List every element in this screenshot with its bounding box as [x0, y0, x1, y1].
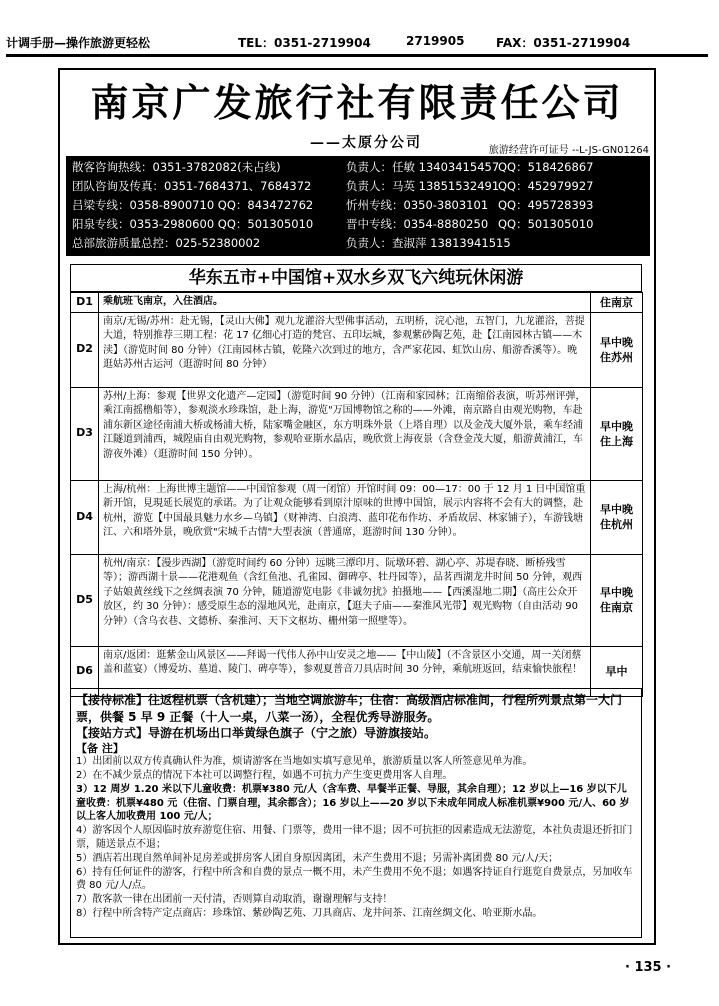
day-meals-stay: 早中晚 住苏州 — [591, 312, 643, 387]
contact-text: QQ：501305010 — [498, 217, 594, 231]
contact-text: 总部旅游质量总控：025-52380002 — [72, 236, 261, 250]
header-tel: TEL：0351-2719904 — [238, 36, 371, 50]
day-label: D5 — [71, 554, 99, 646]
pickup-method: 【接站方式】导游在机场出口举黄绿色旗子（宁之旅）导游旗接站。 — [76, 726, 437, 740]
header-divider — [6, 54, 708, 57]
contact-text: 阳泉专线：0353-2980600 QQ：501305010 — [72, 217, 314, 231]
contact-text: 吕梁专线：0358-8900710 QQ：843472762 — [72, 198, 314, 212]
note-item: 8）行程中所含特产定点商店：珍珠馆、紫砂陶艺苑、刀具商店、龙井问茶、江南丝绸文化、哈亚斯水晶。 — [76, 908, 543, 920]
tour-title: 华东五市+中国馆+双水乡双飞六纯玩休闲游 — [70, 264, 642, 292]
day-meals-stay: 早中晚 住上海 — [591, 387, 643, 480]
day-description: 南京/返团：逛紫金山风景区——拜谒一代伟人孙中山安灵之地——【中山陵】（不含景区小交通，周一关闭蔡盖和蓝宴）（博爱坊、墓道、陵门、碑亭等），参观夏普音刀具店时间 30 分钟，乘航班返回，结束愉快旅程！ — [99, 646, 591, 696]
day-meals-stay: 早中晚 住杭州 — [591, 480, 643, 554]
day-label: D2 — [71, 312, 99, 387]
contact-text: QQ：452979927 — [498, 179, 594, 193]
header-fax: FAX：0351-2719904 — [496, 36, 631, 50]
contact-text: 负责人：查淑萍 13813941515 — [346, 236, 511, 250]
day-meals-stay: 住南京 — [591, 293, 643, 313]
note-item: 5）酒店若出现自然单间补足房差或拼房客人团自身原因离团，未产生费用不退；另需补离团费 80 元/人/天； — [76, 852, 559, 864]
note-item: 4）游客因个人原因临时放弃游览住宿、用餐、门票等，费用一律不退；因不可抗拒的因素造成无法游览，本社负责退还折扣门票，随送景点不退； — [76, 825, 633, 851]
day-label: D4 — [71, 480, 99, 554]
note-item: 6）持有任何证件的游客，行程中所含和自费的景点一概不用，未产生费用不免不退；如遇客持证自行逛览自费景点，另加收车费 80 元/人/点。 — [76, 866, 633, 892]
day-description: 上海/杭州：上海世博主题馆——中国馆参观（周一闭馆）开馆时间 09：00—17：00 于 12 月 1 日中国馆重新开馆，見現延长展览的承诺。为了让观众能够看到原汁原味的世博中国馆，展示内容将不会有大的调整，赴杭州，游览【中国最具魅力水乡—乌镇】（财神湾、白浪湾、蓝印花布作坊、矛盾故居、林家铺子），车游钱塘江、六和塔外景，晚欣赏"宋城千古情"大型表演（普通席，逛游时间 130 分钟）。 — [99, 480, 591, 554]
day-description: 杭州/南京：【漫步西湖】（游览时间约 60 分钟）远眺三潭印月、阮墩环碧、湖心亭、苏堤春晓、断桥残雪等）；游西湖十景——花港观鱼（含红鱼池、孔雀园、御碑亭、牡丹园等），品茗西湖龙井时间 50 分钟，观西子姑娘黄丝线下之丝绸表演 70 分钟，随道游览电影《非诚勿扰》拍摄地——【西溪湿地二期】（高庄公众开放区，约 30 分钟）：感受原生态的湿地风光，赴南京，【逛夫子庙——秦淮风光带】观光购物（自由活动 90 分钟）（含乌衣巷、文德桥、秦淮河、天下文枢坊、栅州第一照壁等）。 — [99, 554, 591, 646]
contact-row — [66, 178, 650, 196]
contact-text: 忻州专线：0350-3803101 — [346, 198, 489, 212]
note-item: 7）散客款一律在出团前一天付清，否则算自动取消，谢谢理解与支持！ — [76, 894, 393, 906]
page-number: · 135 · — [625, 960, 672, 975]
note-item: 1）出团前以双方传真确认件为准，烦请游客在当地如实填写意见单，旅游质量以客人所签意见单为准。 — [76, 756, 533, 768]
day-description: 苏州/上海：参观【世界文化遗产—定园】（游览时间 90 分钟）（江南和家园林；江南缩俗表演，听苏州评弹，乘江南摇橹船等），参观淡水珍珠馆，赴上海，游览"万国博物馆之称的——外滩，南京路自由观光购物，车赴浦东新区途径南浦大桥或杨浦大桥，陆家嘴金融区，东方明珠外景（上塔自理）以及金茂大厦外景，乘车经浦江隧道到浦西，城隍庙自由观光购物，参观哈亚斯水晶店，晚欣赏上海夜景（含登金茂大厦，船游黄浦江，车游夜外滩）（逛游时间 150 分钟）。 — [99, 387, 591, 480]
contact-row — [66, 216, 650, 234]
contact-block — [66, 156, 650, 256]
itinerary-table — [70, 292, 643, 697]
day-meals-stay: 早中 — [591, 646, 643, 696]
table-row — [71, 554, 643, 646]
day-meals-stay: 早中晚 住南京 — [591, 554, 643, 646]
company-branch: ——太原分公司 — [310, 135, 422, 151]
header-slogan: 计调手册—操作旅游更轻松 — [6, 36, 151, 50]
day-description: 南京/无锡/苏州：赴无锡，【灵山大佛】观九龙灌浴大型佛事活动，五明桥，浣心池，五智门，九龙灌浴，菩提大道，特别推荐三期工程：花 17 亿细心打造的梵宫、五印坛城，参观紫砂陶艺苑，赴【江南园林古镇——木渎】（游览时间 80 分钟）（江南园林古镇，乾隆六次到过的地方，含严家花园、虹饮山房、船游香溪等）。晚逛姑苏州古运河（逛游时间 80 分钟） — [99, 312, 591, 387]
contact-text: QQ：518426867 — [498, 160, 594, 174]
contact-text: 负责人：马英 13851532491 — [346, 179, 500, 193]
table-row — [71, 480, 643, 554]
header-tel2: 2719905 — [406, 34, 465, 48]
note-item: 3）12 周岁 1.20 米以下儿童收费：机票¥380 元/人（含车费、早餐半正餐、导服，其余自理）；12 岁以上—16 岁以下儿童收费：机票¥480 元（住宿、门票自理，其余都含）；16 岁以上——20 岁以下未成年同成人标准机票¥900 元/人、60 岁以上客人加收费用 100 元/人； — [76, 783, 630, 823]
notes-title: 【备 注】 — [76, 741, 124, 755]
day-label: D3 — [71, 387, 99, 480]
day-label: D1 — [71, 293, 99, 313]
contact-row — [66, 197, 650, 215]
contact-text: 晋中专线：0354-8880250 — [346, 217, 489, 231]
note-item: 2）在不减少景点的情况下本社可以调整行程，如遇不可抗力产生变更费用客人自理。 — [76, 770, 453, 782]
notes-section — [70, 688, 642, 938]
license-number: 旅游经营许可证号 --L-JS-GN01264 — [488, 145, 649, 156]
service-standard: 【接待标准】往返程机票（含机建）；当地空调旅游车；住宿：高级酒店标准间，行程所列景点第一大门票，供餐 5 早 9 正餐（十人一桌，八菜一汤），全程优秀导游服务。 — [76, 693, 623, 724]
contact-text: 团队咨询及传真：0351-7684371、7684372 — [72, 179, 312, 193]
day-label: D6 — [71, 646, 99, 696]
day-description: 乘航班飞南京，入住酒店。 — [99, 293, 591, 313]
contact-row — [66, 159, 650, 177]
contact-text: 散客咨询热线：0351-3782082(未占线) — [72, 160, 281, 174]
company-name: 南京广发旅行社有限责任公司 — [90, 80, 624, 125]
page-header — [6, 34, 713, 52]
contact-row — [66, 235, 650, 253]
table-row — [71, 312, 643, 387]
table-row — [71, 387, 643, 480]
contact-text: QQ：495728393 — [498, 198, 594, 212]
contact-text: 负责人：任敏 13403415457 — [346, 160, 500, 174]
table-row — [71, 293, 643, 313]
